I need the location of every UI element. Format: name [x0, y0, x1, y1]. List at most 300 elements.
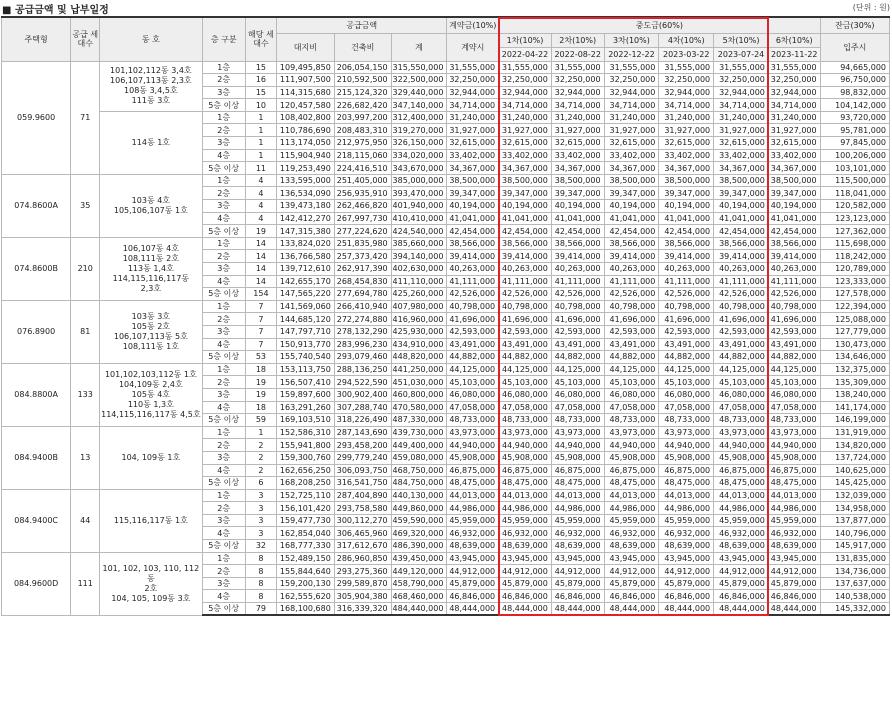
floor-cell: 1층: [202, 111, 245, 124]
floor-count-cell: 4: [245, 200, 276, 213]
installment-cell: 44,940,000: [551, 439, 604, 452]
balance-cell: 122,394,000: [820, 300, 889, 313]
land-price-cell: 110,786,690: [276, 124, 334, 137]
installment-cell: 33,402,000: [714, 149, 769, 162]
installment-cell: 45,879,000: [499, 577, 552, 590]
construction-price-cell: 288,136,250: [334, 363, 391, 376]
installment-cell: 41,041,000: [714, 212, 769, 225]
installment-cell: 45,908,000: [768, 451, 820, 464]
installment-cell: 45,879,000: [604, 577, 659, 590]
installment-cell: 45,879,000: [714, 577, 769, 590]
installment-cell: 41,696,000: [714, 313, 769, 326]
deposit-cell: 33,402,000: [447, 149, 499, 162]
installment-cell: 34,714,000: [499, 99, 552, 112]
floor-count-cell: 15: [245, 61, 276, 74]
building-line: 108동 3,4,5호: [124, 86, 178, 96]
deposit-cell: 44,986,000: [447, 502, 499, 515]
installment-cell: 44,882,000: [551, 351, 604, 364]
floor-count-cell: 3: [245, 502, 276, 515]
installment-cell: 40,194,000: [604, 200, 659, 213]
installment-cell: 42,593,000: [499, 325, 552, 338]
installment-cell: 32,615,000: [768, 137, 820, 150]
floor-cell: 2층: [202, 565, 245, 578]
installment-cell: 44,125,000: [659, 363, 714, 376]
construction-price-cell: 257,373,420: [334, 250, 391, 263]
deposit-cell: 47,058,000: [447, 401, 499, 414]
floor-count-cell: 15: [245, 86, 276, 99]
installment-cell: 33,402,000: [551, 149, 604, 162]
installment-cell: 41,111,000: [604, 275, 659, 288]
floor-count-cell: 8: [245, 565, 276, 578]
installment-cell: 47,058,000: [659, 401, 714, 414]
installment-cell: 41,696,000: [604, 313, 659, 326]
installment-cell: 31,927,000: [659, 124, 714, 137]
installment-cell: 42,593,000: [768, 325, 820, 338]
installment-cell: 40,263,000: [499, 263, 552, 276]
installment-cell: 48,639,000: [714, 540, 769, 553]
floor-count-cell: 2: [245, 451, 276, 464]
building-line: 105동 2호: [131, 321, 171, 331]
unit-type: 084.9600D: [2, 552, 71, 615]
total-price-cell: 329,440,000: [391, 86, 447, 99]
installment-cell: 38,500,000: [714, 174, 769, 187]
installment-cell: 32,250,000: [768, 74, 820, 87]
total-price-cell: 394,140,000: [391, 250, 447, 263]
construction-price-cell: 251,405,000: [334, 174, 391, 187]
col-total: 계: [391, 33, 447, 61]
installment-cell: 32,944,000: [768, 86, 820, 99]
installment-cell: 38,566,000: [659, 237, 714, 250]
total-price-cell: 401,940,000: [391, 200, 447, 213]
land-price-cell: 162,555,620: [276, 590, 334, 603]
installment-cell: 48,475,000: [768, 477, 820, 490]
installment-cell: 44,013,000: [659, 489, 714, 502]
floor-count-cell: 18: [245, 363, 276, 376]
installment-cell: 34,714,000: [714, 99, 769, 112]
installment-cell: 44,940,000: [714, 439, 769, 452]
balance-cell: 145,917,000: [820, 540, 889, 553]
deposit-cell: 43,973,000: [447, 426, 499, 439]
balance-cell: 137,724,000: [820, 451, 889, 464]
installment-cell: 45,908,000: [551, 451, 604, 464]
building-line: 101,102,103,112동 1호: [104, 369, 197, 379]
floor-count-cell: 4: [245, 212, 276, 225]
balance-cell: 134,646,000: [820, 351, 889, 364]
installment-cell: 41,041,000: [499, 212, 552, 225]
installment-cell: 47,058,000: [604, 401, 659, 414]
installment-cell: 46,846,000: [714, 590, 769, 603]
construction-price-cell: 316,339,320: [334, 603, 391, 616]
installment-cell: 48,475,000: [714, 477, 769, 490]
construction-price-cell: 277,694,780: [334, 288, 391, 301]
installment-cell: 45,908,000: [714, 451, 769, 464]
deposit-cell: 48,444,000: [447, 603, 499, 616]
construction-price-cell: 293,458,200: [334, 439, 391, 452]
land-price-cell: 159,200,130: [276, 577, 334, 590]
installment-cell: 45,879,000: [551, 577, 604, 590]
total-price-cell: 407,980,000: [391, 300, 447, 313]
installment-cell: 46,846,000: [604, 590, 659, 603]
building-line: 114,115,116,117동: [112, 273, 190, 283]
total-price-cell: 449,400,000: [391, 439, 447, 452]
building-units: [100, 174, 202, 237]
land-price-cell: 147,315,380: [276, 225, 334, 238]
balance-cell: 138,240,000: [820, 388, 889, 401]
installment-cell: 46,875,000: [714, 464, 769, 477]
installment-cell: 43,973,000: [659, 426, 714, 439]
col-middle-group: 중도금(60%): [499, 17, 820, 33]
installment-cell: 44,986,000: [659, 502, 714, 515]
installment-cell: 39,414,000: [714, 250, 769, 263]
construction-price-cell: 208,483,310: [334, 124, 391, 137]
installment-cell: 31,240,000: [551, 111, 604, 124]
floor-cell: 5층 이상: [202, 288, 245, 301]
installment-cell: 44,986,000: [714, 502, 769, 515]
installment-cell: 43,945,000: [768, 552, 820, 565]
land-price-cell: 120,457,580: [276, 99, 334, 112]
installment-cell: 41,696,000: [768, 313, 820, 326]
floor-count-cell: 14: [245, 237, 276, 250]
installment-cell: 31,927,000: [768, 124, 820, 137]
floor-count-cell: 14: [245, 275, 276, 288]
floor-cell: 2층: [202, 439, 245, 452]
installment-cell: 32,250,000: [604, 74, 659, 87]
installment-cell: 45,103,000: [768, 376, 820, 389]
installment-cell: 46,932,000: [659, 527, 714, 540]
installment-cell: 40,194,000: [714, 200, 769, 213]
construction-price-cell: 224,416,510: [334, 162, 391, 175]
installment-cell: 43,491,000: [659, 338, 714, 351]
unit-type: 059.9600: [2, 61, 71, 174]
installment-cell: 48,733,000: [499, 414, 552, 427]
land-price-cell: 159,897,600: [276, 388, 334, 401]
deposit-cell: 44,912,000: [447, 565, 499, 578]
col-building: 동 호: [100, 17, 202, 61]
floor-cell: 5층 이상: [202, 225, 245, 238]
installment-cell: 44,013,000: [604, 489, 659, 502]
balance-cell: 131,919,000: [820, 426, 889, 439]
total-price-cell: 486,390,000: [391, 540, 447, 553]
building-units: [100, 61, 202, 111]
floor-cell: 2층: [202, 313, 245, 326]
installment-cell: 31,927,000: [604, 124, 659, 137]
installment-cell: 44,125,000: [714, 363, 769, 376]
balance-cell: 94,665,000: [820, 61, 889, 74]
total-price-cell: 416,960,000: [391, 313, 447, 326]
installment-cell: 45,959,000: [604, 514, 659, 527]
installment-cell: 40,194,000: [768, 200, 820, 213]
installment-cell: 44,912,000: [768, 565, 820, 578]
balance-cell: 134,736,000: [820, 565, 889, 578]
installment-cell: 31,555,000: [551, 61, 604, 74]
building-line: 101, 102, 103, 110, 112동: [102, 563, 200, 583]
deposit-cell: 48,475,000: [447, 477, 499, 490]
installment-cell: 34,367,000: [499, 162, 552, 175]
land-price-cell: 155,941,800: [276, 439, 334, 452]
deposit-cell: 48,733,000: [447, 414, 499, 427]
installment-cell: 48,733,000: [659, 414, 714, 427]
installment-cell: 43,973,000: [714, 426, 769, 439]
building-units: [100, 552, 202, 615]
installment-cell: 31,240,000: [499, 111, 552, 124]
installment-cell: 42,593,000: [659, 325, 714, 338]
installment-cell: 44,125,000: [499, 363, 552, 376]
total-price-cell: 434,910,000: [391, 338, 447, 351]
table-row: [2, 489, 890, 502]
balance-cell: 140,625,000: [820, 464, 889, 477]
installment-cell: 42,526,000: [499, 288, 552, 301]
installment-cell: 46,875,000: [659, 464, 714, 477]
floor-count-cell: 2: [245, 439, 276, 452]
installment-cell: 46,932,000: [499, 527, 552, 540]
unit-label: (단위 : 원): [852, 3, 890, 12]
floor-count-cell: 1: [245, 426, 276, 439]
installment-cell: 42,593,000: [551, 325, 604, 338]
installment-cell: 39,347,000: [768, 187, 820, 200]
installment-cell: 42,454,000: [659, 225, 714, 238]
installment-cell: 48,639,000: [768, 540, 820, 553]
installment-cell: 39,414,000: [499, 250, 552, 263]
building-line: 104,109동 2,4호: [118, 379, 183, 389]
installment-cell: 43,973,000: [551, 426, 604, 439]
total-price-cell: 470,580,000: [391, 401, 447, 414]
construction-price-cell: 251,835,980: [334, 237, 391, 250]
total-price-cell: 385,660,000: [391, 237, 447, 250]
installment-cell: 44,940,000: [499, 439, 552, 452]
deposit-cell: 34,714,000: [447, 99, 499, 112]
floor-count-cell: 6: [245, 477, 276, 490]
total-price-cell: 424,540,000: [391, 225, 447, 238]
installment-label: 5차(10%): [714, 33, 769, 47]
installment-cell: 42,526,000: [551, 288, 604, 301]
construction-price-cell: 318,226,490: [334, 414, 391, 427]
floor-cell: 3층: [202, 451, 245, 464]
land-price-cell: 168,208,250: [276, 477, 334, 490]
total-price-cell: 322,500,000: [391, 74, 447, 87]
installment-cell: 44,912,000: [551, 565, 604, 578]
deposit-cell: 45,879,000: [447, 577, 499, 590]
installment-cell: 38,566,000: [499, 237, 552, 250]
total-price-cell: 343,670,000: [391, 162, 447, 175]
balance-cell: 100,206,000: [820, 149, 889, 162]
floor-cell: 5층 이상: [202, 603, 245, 616]
installment-cell: 43,491,000: [714, 338, 769, 351]
total-price-cell: 459,080,000: [391, 451, 447, 464]
floor-count-cell: 10: [245, 99, 276, 112]
installment-cell: 44,882,000: [499, 351, 552, 364]
installment-cell: 48,444,000: [551, 603, 604, 616]
household-count: 44: [71, 489, 100, 552]
col-households: 공급 세대수: [71, 17, 100, 61]
installment-cell: 38,500,000: [604, 174, 659, 187]
installment-cell: 47,058,000: [499, 401, 552, 414]
installment-cell: 44,912,000: [499, 565, 552, 578]
balance-cell: 145,332,000: [820, 603, 889, 616]
floor-cell: 4층: [202, 338, 245, 351]
total-price-cell: 326,150,000: [391, 137, 447, 150]
installment-cell: 31,555,000: [768, 61, 820, 74]
building-line: 103동 4호: [131, 195, 171, 205]
total-price-cell: 312,400,000: [391, 111, 447, 124]
installment-cell: 33,402,000: [768, 149, 820, 162]
total-price-cell: 315,550,000: [391, 61, 447, 74]
installment-cell: 45,103,000: [604, 376, 659, 389]
building-line: 108,111동 1호: [122, 341, 179, 351]
installment-cell: 40,263,000: [768, 263, 820, 276]
construction-price-cell: 299,589,870: [334, 577, 391, 590]
installment-cell: 42,454,000: [768, 225, 820, 238]
building-line: 104, 109동 1호: [121, 452, 181, 462]
land-price-cell: 152,725,110: [276, 489, 334, 502]
floor-count-cell: 7: [245, 338, 276, 351]
installment-cell: 45,959,000: [499, 514, 552, 527]
construction-price-cell: 262,466,820: [334, 200, 391, 213]
installment-cell: 38,500,000: [659, 174, 714, 187]
installment-cell: 45,959,000: [551, 514, 604, 527]
installment-cell: 46,875,000: [604, 464, 659, 477]
installment-cell: 43,945,000: [714, 552, 769, 565]
installment-cell: 45,959,000: [659, 514, 714, 527]
floor-cell: 5층 이상: [202, 351, 245, 364]
installment-cell: 42,454,000: [551, 225, 604, 238]
deposit-cell: 38,500,000: [447, 174, 499, 187]
total-price-cell: 385,000,000: [391, 174, 447, 187]
floor-cell: 1층: [202, 174, 245, 187]
deposit-cell: 45,908,000: [447, 451, 499, 464]
floor-count-cell: 16: [245, 74, 276, 87]
balance-cell: 104,142,000: [820, 99, 889, 112]
installment-cell: 41,041,000: [551, 212, 604, 225]
installment-cell: 48,444,000: [659, 603, 714, 616]
balance-cell: 134,958,000: [820, 502, 889, 515]
deposit-cell: 46,932,000: [447, 527, 499, 540]
installment-cell: 46,875,000: [499, 464, 552, 477]
construction-price-cell: 266,410,940: [334, 300, 391, 313]
col-deposit-group: 계약금(10%): [447, 17, 499, 33]
deposit-cell: 31,927,000: [447, 124, 499, 137]
installment-cell: 39,347,000: [551, 187, 604, 200]
floor-count-cell: 4: [245, 187, 276, 200]
installment-cell: 48,475,000: [499, 477, 552, 490]
installment-date: 2023-11-22: [768, 47, 820, 61]
installment-cell: 45,959,000: [768, 514, 820, 527]
installment-cell: 43,945,000: [604, 552, 659, 565]
balance-cell: 123,333,000: [820, 275, 889, 288]
installment-cell: 41,041,000: [659, 212, 714, 225]
col-supply-price: 공급금액: [276, 17, 447, 33]
installment-cell: 38,500,000: [768, 174, 820, 187]
col-floor: 층 구분: [202, 17, 245, 61]
floor-count-cell: 19: [245, 376, 276, 389]
floor-cell: 1층: [202, 237, 245, 250]
table-title: ■ 공급금액 및 납부일정: [2, 5, 109, 16]
balance-cell: 131,835,000: [820, 552, 889, 565]
deposit-cell: 32,615,000: [447, 137, 499, 150]
construction-price-cell: 262,917,390: [334, 263, 391, 276]
household-count: 111: [71, 552, 100, 615]
installment-cell: 43,945,000: [659, 552, 714, 565]
deposit-cell: 40,194,000: [447, 200, 499, 213]
installment-cell: 42,454,000: [714, 225, 769, 238]
installment-cell: 43,973,000: [499, 426, 552, 439]
col-balance-group: 잔금(30%): [820, 17, 889, 33]
construction-price-cell: 277,224,620: [334, 225, 391, 238]
land-price-cell: 139,473,180: [276, 200, 334, 213]
installment-cell: 48,639,000: [604, 540, 659, 553]
installment-cell: 31,927,000: [714, 124, 769, 137]
land-price-cell: 133,595,000: [276, 174, 334, 187]
installment-cell: 41,696,000: [659, 313, 714, 326]
total-price-cell: 439,730,000: [391, 426, 447, 439]
installment-cell: 48,733,000: [604, 414, 659, 427]
installment-cell: 44,940,000: [604, 439, 659, 452]
floor-cell: 2층: [202, 187, 245, 200]
table-row: [2, 300, 890, 313]
installment-cell: 48,733,000: [768, 414, 820, 427]
total-price-cell: 425,930,000: [391, 325, 447, 338]
construction-price-cell: 210,592,500: [334, 74, 391, 87]
installment-date: 2022-08-22: [551, 47, 604, 61]
table-row: [2, 61, 890, 74]
balance-cell: 120,789,000: [820, 263, 889, 276]
land-price-cell: 139,712,610: [276, 263, 334, 276]
installment-cell: 48,444,000: [768, 603, 820, 616]
land-price-cell: 142,412,270: [276, 212, 334, 225]
building-line: 101,102,112동 3,4호: [110, 66, 192, 76]
construction-price-cell: 293,758,580: [334, 502, 391, 515]
total-price-cell: 402,630,000: [391, 263, 447, 276]
floor-cell: 5층 이상: [202, 414, 245, 427]
installment-cell: 34,367,000: [604, 162, 659, 175]
table-header-bar: [0, 0, 892, 16]
deposit-cell: 46,080,000: [447, 388, 499, 401]
building-units: [100, 300, 202, 363]
total-price-cell: 468,750,000: [391, 464, 447, 477]
installment-cell: 40,263,000: [659, 263, 714, 276]
balance-cell: 115,698,000: [820, 237, 889, 250]
construction-price-cell: 307,288,740: [334, 401, 391, 414]
construction-price-cell: 316,541,750: [334, 477, 391, 490]
installment-cell: 47,058,000: [768, 401, 820, 414]
table-row: [2, 426, 890, 439]
deposit-cell: 39,347,000: [447, 187, 499, 200]
construction-price-cell: 203,997,200: [334, 111, 391, 124]
balance-cell: 140,538,000: [820, 590, 889, 603]
installment-cell: 40,194,000: [551, 200, 604, 213]
construction-price-cell: 283,996,230: [334, 338, 391, 351]
installment-cell: 42,526,000: [604, 288, 659, 301]
land-price-cell: 115,904,940: [276, 149, 334, 162]
col-floor-count: 해당 세대수: [245, 17, 276, 61]
building-line: 114,115,116,117동 4,5호: [101, 409, 201, 419]
installment-cell: 48,475,000: [551, 477, 604, 490]
installment-cell: 34,714,000: [659, 99, 714, 112]
deposit-cell: 31,555,000: [447, 61, 499, 74]
construction-price-cell: 267,997,730: [334, 212, 391, 225]
balance-cell: 118,242,000: [820, 250, 889, 263]
floor-cell: 2층: [202, 250, 245, 263]
balance-cell: 98,832,000: [820, 86, 889, 99]
balance-cell: 127,779,000: [820, 325, 889, 338]
land-price-cell: 150,913,770: [276, 338, 334, 351]
floor-count-cell: 79: [245, 603, 276, 616]
installment-cell: 40,798,000: [768, 300, 820, 313]
installment-cell: 41,041,000: [768, 212, 820, 225]
building-line: 2호: [144, 583, 158, 593]
installment-cell: 32,615,000: [604, 137, 659, 150]
installment-cell: 46,080,000: [499, 388, 552, 401]
installment-cell: 31,240,000: [768, 111, 820, 124]
